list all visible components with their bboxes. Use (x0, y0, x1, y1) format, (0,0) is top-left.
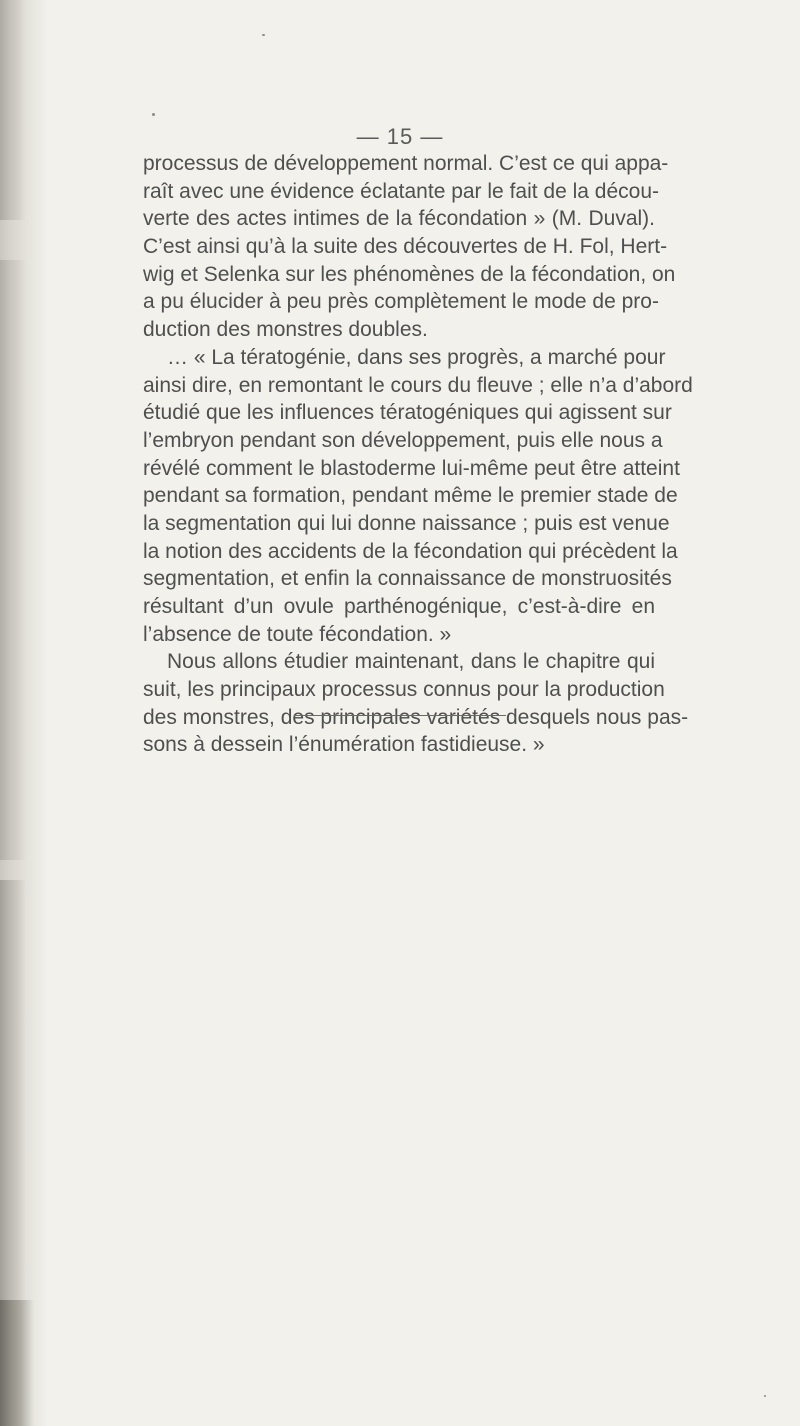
text-line: suit, les principaux processus connus pour la production (143, 678, 665, 702)
text-line: sons à dessein l’énumération fastidieuse. » (143, 733, 545, 757)
text-line: a pu élucider à peu près complètement le mode de pro- (143, 290, 659, 314)
text-line: ainsi dire, en remontant le cours du fleuve ; elle n’a d’abord (143, 373, 693, 397)
section-divider (294, 715, 506, 716)
text-line: la segmentation qui lui donne naissance ; puis est venue (143, 511, 670, 535)
text-line: la notion des accidents de la fécondation qui précèdent la (143, 539, 678, 563)
text-line: des monstres, des principales variétés desquels nous pas- (143, 705, 689, 729)
page-number: — 15 — (356, 124, 444, 149)
text-line: résultant d’un ovule parthénogénique, c’est-à-dire en (143, 595, 655, 618)
text-line: pendant sa formation, pendant même le premier stade de (143, 484, 678, 508)
paper-speck (152, 113, 155, 116)
text-line: segmentation, et enfin la connaissance de monstruosités (143, 567, 672, 591)
body-text (143, 150, 693, 759)
text-line: raît avec une évidence éclatante par le fait de la décou- (143, 179, 659, 203)
text-line: l’absence de toute fécondation. » (143, 622, 452, 646)
text-line: duction des monstres doubles. (143, 318, 428, 342)
gutter-shadow (0, 1300, 34, 1426)
text-line: verte des actes intimes de la fécondation » (M. Duval). (143, 207, 655, 231)
text-line: étudié que les influences tératogéniques qui agissent sur (143, 401, 672, 425)
text-line: révélé comment le blastoderme lui-même peut être atteint (143, 456, 680, 480)
gutter-shadow (0, 260, 26, 860)
text-line: wig et Selenka sur les phénomènes de la fécondation, on (143, 262, 676, 286)
paper-speck (764, 1395, 766, 1397)
text-line: l’embryon pendant son développement, puis elle nous a (143, 428, 663, 452)
text-line: Nous allons étudier maintenant, dans le chapitre qui (167, 650, 655, 674)
paper-speck (262, 34, 265, 36)
text-line: C’est ainsi qu’à la suite des découvertes de H. Fol, Hert- (143, 235, 668, 259)
text-line: … « La tératogénie, dans ses progrès, a marché pour (167, 345, 666, 369)
gutter-shadow (0, 0, 26, 220)
text-line: processus de développement normal. C’est ce qui appa- (143, 152, 669, 175)
